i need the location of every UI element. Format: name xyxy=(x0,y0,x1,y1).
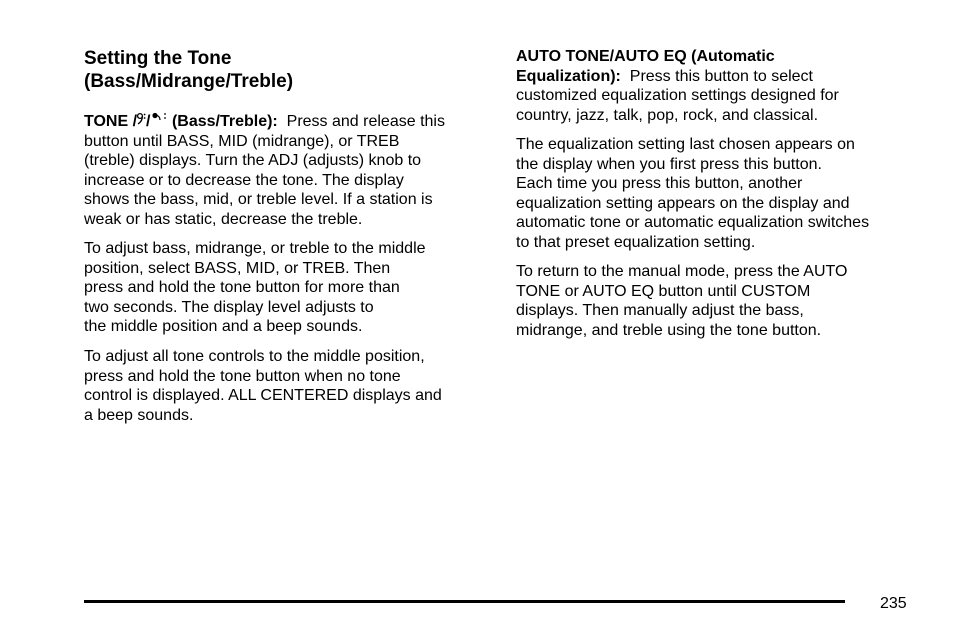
manual-line-4: midrange, and treble using the tone button. xyxy=(516,321,822,339)
bass-clef-icon xyxy=(137,111,146,132)
tone-line-2: button until BASS, MID (midrange), or TREB xyxy=(84,132,400,150)
section-title-line1: Setting the Tone xyxy=(84,48,232,69)
page-number: 235 xyxy=(880,595,907,612)
adjust-line-2: position, select BASS, MID, or TREB. Then xyxy=(84,259,391,277)
adjust-middle-paragraph xyxy=(84,239,494,337)
adjust-line-3: press and hold the tone button for more than xyxy=(84,279,400,296)
manual-mode-paragraph xyxy=(516,262,926,340)
tone-lead-prefix: TONE / xyxy=(84,113,138,130)
tone-paragraph xyxy=(84,111,494,229)
all-line-2: press and hold the tone button when no tone xyxy=(84,367,401,385)
tone-lead-sep: / xyxy=(146,113,151,130)
tone-line-3: (treble) displays. Turn the ADJ (adjusts) knob to xyxy=(84,152,422,169)
all-line-1: To adjust all tone controls to the middle position, xyxy=(84,348,425,365)
tone-line-6: weak or has static, decrease the treble. xyxy=(84,210,363,228)
section-title xyxy=(84,47,484,93)
tone-line-5: shows the bass, mid, or treble level. If a station is xyxy=(84,191,433,208)
manual-line-1: To return to the manual mode, press the AUTO xyxy=(516,263,848,280)
eq-line-3: Each time you press this button, another xyxy=(516,175,803,192)
auto-tone-lead-1: AUTO TONE/AUTO EQ (Automatic xyxy=(516,48,775,65)
equalization-paragraph xyxy=(516,135,926,252)
auto-tone-line-1: Press this button to select xyxy=(629,67,813,85)
eq-line-4: equalization setting appears on the display and xyxy=(516,194,850,212)
auto-tone-lead-2: Equalization): xyxy=(516,67,621,85)
footer-rule xyxy=(84,600,845,603)
manual-line-3: displays. Then manually adjust the bass, xyxy=(516,302,804,319)
all-line-3: control is displayed. ALL CENTERED displays and xyxy=(84,387,442,404)
all-line-4: a beep sounds. xyxy=(84,406,194,424)
eq-line-2: the display when you first press this button. xyxy=(516,155,822,173)
adjust-line-5: the middle position and a beep sounds. xyxy=(84,318,363,335)
tone-line-1: Press and release this xyxy=(286,113,445,130)
adjust-line-1: To adjust bass, midrange, or treble to the middle xyxy=(84,240,426,257)
auto-tone-line-3: country, jazz, talk, pop, rock, and classical. xyxy=(516,106,819,124)
auto-tone-paragraph xyxy=(516,47,926,125)
eq-line-6: to that preset equalization setting. xyxy=(516,233,756,251)
auto-tone-line-2: customized equalization settings designed for xyxy=(516,87,839,104)
eq-line-5: automatic tone or automatic equalization switches xyxy=(516,214,870,231)
adjust-line-4: two seconds. The display level adjusts to xyxy=(84,298,374,316)
tone-lead-suffix: (Bass/Treble): xyxy=(167,113,278,130)
section-title-line2: (Bass/Midrange/Treble) xyxy=(84,71,294,92)
eq-line-1: The equalization setting last chosen appears on xyxy=(516,136,855,153)
all-controls-paragraph xyxy=(84,347,494,425)
treble-note-icon xyxy=(151,111,168,132)
manual-line-2: TONE or AUTO EQ button until CUSTOM xyxy=(516,282,811,300)
tone-line-4: increase or to decrease the tone. The display xyxy=(84,171,404,189)
